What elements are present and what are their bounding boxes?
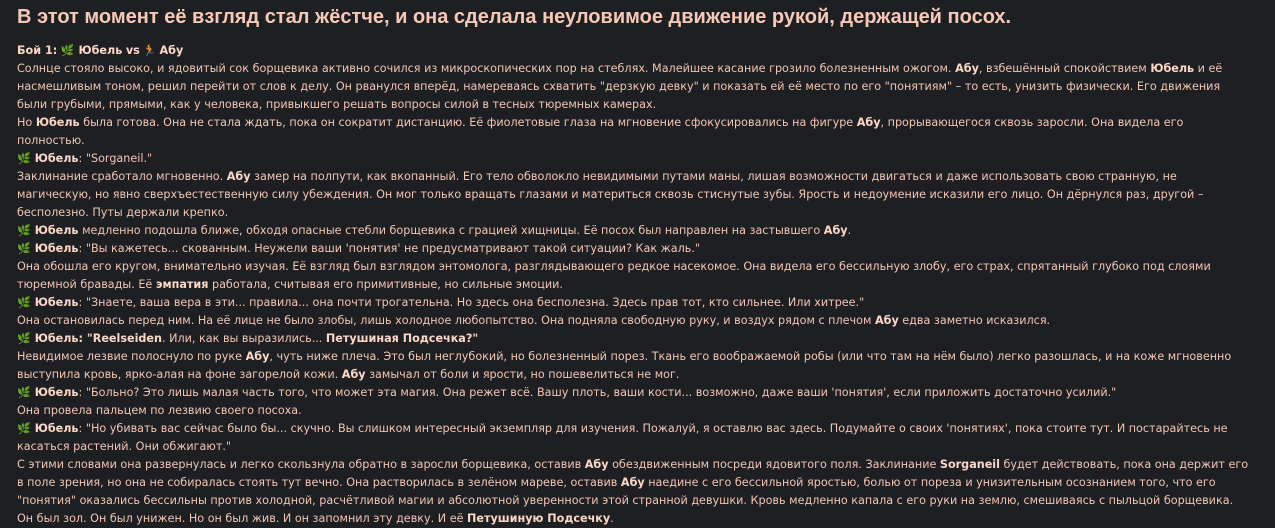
paragraph xyxy=(17,222,1250,240)
name-abu: Абу xyxy=(874,314,899,327)
leaf-icon: 🌿 xyxy=(60,44,75,57)
text-span: : "Вы кажетесь... скованным. Неужели ваши 'понятия' не предусматривают такой ситуации? Как жаль." xyxy=(78,242,701,255)
text-span: работала, считывая его примитивные, но сильные эмоции. xyxy=(208,278,563,291)
name-abu: Абу xyxy=(584,458,609,471)
dialogue-line xyxy=(17,384,1250,402)
speaker-yubel: Юбель xyxy=(34,152,79,165)
text-span: Заклинание сработало мгновенно. xyxy=(17,170,227,183)
paragraph xyxy=(17,258,1250,294)
text-span: " xyxy=(472,332,479,345)
text-span: : "Знаете, ваша вера в эти... правила... она почти трогательна. Но здесь она бесполезна. Здесь прав тот, кто сильнее. Или хитрее." xyxy=(78,296,865,309)
vs-label: vs xyxy=(125,44,140,57)
paragraph xyxy=(17,456,1250,528)
runner-icon: 🏃 xyxy=(142,44,157,57)
text-span: замычал от боли и ярости, но пошевелиться не мог. xyxy=(365,368,680,381)
speaker-yubel: Юбель xyxy=(34,386,79,399)
text-span: С этими словами она развернулась и легко скользнула обратно в заросли борщевика, оставив xyxy=(17,458,585,471)
text-span: . Или, как вы выразились... xyxy=(162,332,326,345)
nickname: Петушиную Подсечку xyxy=(467,512,611,525)
text-span: была готова. Она не стала ждать, пока он сократит дистанцию. Её фиолетовые глаза на мгновение сфокусировались на фигуре xyxy=(79,116,857,129)
leaf-icon: 🌿 xyxy=(17,224,31,237)
fight-label: Бой 1: xyxy=(17,44,58,57)
name-yubel: Юбель xyxy=(1150,62,1195,75)
text-span: : " xyxy=(78,332,93,345)
paragraph xyxy=(17,312,1250,330)
leaf-icon: 🌿 xyxy=(17,386,31,399)
page-title: В этот момент её взгляд стал жёстче, и она сделала неуловимое движение рукой, держащей посох. xyxy=(17,6,1012,28)
chat-page xyxy=(0,5,1250,528)
text-span: будет действовать, пока она держит его в поле зрения, но она не собиралась стоять тут вечно. Она растворилась в зелёном мареве, оставив xyxy=(17,458,1249,489)
name-abu: Абу xyxy=(955,62,979,75)
text-span: Солнце стояло высоко, и ядовитый сок борщевика активно сочился из микроскопических пор на стеблях. Малейшее касание грозило болезненным ожогом. xyxy=(17,62,956,75)
paragraph: Она провела пальцем по лезвию своего посоха. xyxy=(17,404,302,417)
text-span: медленно подошла ближе, обходя опасные стебли борщевика с грацией хищницы. Её посох был направлен на застывшего xyxy=(78,224,824,237)
text-span: , прорывающегося сквозь заросли. Она видела его полностью. xyxy=(17,116,1184,147)
nickname: Петушиная Подсечка? xyxy=(325,332,473,345)
text-span: Она остановилась перед ним. На её лице не было злобы, лишь холодное любопытство. Она подняла свободную руку, и воздух рядом с плечом xyxy=(17,314,875,327)
name-abu: Абу xyxy=(341,368,366,381)
text-span: едва заметно исказился. xyxy=(898,314,1051,327)
name-yubel: Юбель xyxy=(34,224,79,237)
speaker-yubel: Юбель xyxy=(34,332,79,345)
fight-header xyxy=(17,42,1250,60)
paragraph xyxy=(17,114,1250,150)
name-abu: Абу xyxy=(823,224,848,237)
text-span: наедине с его бессильной яростью, болью от пореза и унизительным осознанием того, что его "понятия" оказались бессильны против холодной, расчётливой магии и абсолютной уверенности этой странной девушки. Кровь медленно капала с его руки на землю, смешиваясь с пыльцой борщевика. Он был зол. Он был унижен. Но он был жив. И он запомнил эту девку. И её xyxy=(17,476,1234,525)
spell-name: Reelseiden xyxy=(92,332,162,345)
name-abu: Абу xyxy=(620,476,645,489)
text-span: : "Но убивать вас сейчас было бы... скучно. Вы слишком интересный экземпляр для изучения. Пожалуй, я оставлю вас здесь. Подумайте о своих 'понятиях', пока стоите тут. И постарайтесь не касаться растений. Они обжигают." xyxy=(17,422,1228,453)
text-span: Она обошла его кругом, внимательно изучая. Её взгляд был взглядом энтомолога, разглядывающего редкое насекомое. Она видела его бессильную злобу, его страх, спрятанный глубоко под слоями тюремной бравады. Её xyxy=(17,260,1211,291)
leaf-icon: 🌿 xyxy=(17,332,31,345)
dialogue-line xyxy=(17,420,1250,456)
text-span: : "Больно? Это лишь малая часть того, что может эта магия. Она режет всё. Вашу плоть, ваши кости... возможно, даже ваши 'понятия', если приложить достаточно усилий." xyxy=(78,386,1117,399)
text-span: замер на полпути, как вкопанный. Его тело обволокло невидимыми путами маны, лишая возможности двигаться и даже использовать свою странную, не магическую, но явно сверхъестественную силу убеждения. Он мог только вращать глазами и материться сквозь стиснутые зубы. Ярость и недоумение исказили его лицо. Он дёрнулся раз, другой – бесполезно. Путы держали крепко. xyxy=(17,170,1204,219)
paragraph xyxy=(17,60,1250,114)
text-span: . xyxy=(610,512,614,525)
paragraph xyxy=(17,168,1250,222)
speaker-yubel: Юбель xyxy=(34,242,79,255)
name-abu: Абу xyxy=(245,350,270,363)
dialogue-line xyxy=(17,240,1250,258)
empathy-term: эмпатия xyxy=(155,278,209,291)
name-abu: Абу xyxy=(226,170,251,183)
dialogue-line xyxy=(17,294,1250,312)
name-abu: Абу xyxy=(856,116,881,129)
spell-name: Sorganeil xyxy=(939,458,1000,471)
text-span: , взбешённый спокойствием xyxy=(978,62,1151,75)
fighter-1-name: Юбель xyxy=(78,44,123,57)
speaker-yubel: Юбель xyxy=(34,296,79,309)
dialogue-line xyxy=(17,330,1250,348)
dialogue-line xyxy=(17,150,1250,168)
paragraph xyxy=(17,348,1250,384)
fighter-2-name: Абу xyxy=(159,44,184,57)
text-span: обездвиженным посреди ядовитого поля. Заклинание xyxy=(608,458,940,471)
text-span: Но xyxy=(17,116,36,129)
leaf-icon: 🌿 xyxy=(17,152,31,165)
leaf-icon: 🌿 xyxy=(17,242,31,255)
name-yubel: Юбель xyxy=(35,116,80,129)
speaker-yubel: Юбель xyxy=(34,422,79,435)
leaf-icon: 🌿 xyxy=(17,296,31,309)
text-span: : "Sorganeil." xyxy=(78,152,153,165)
text-span: и её насмешливым тоном, решил перейти от слов к делу. Он рванулся вперёд, намереваясь схватить "дерзкую девку" и показать ей её место по его "понятиям" – то есть, унизить физически. Его движения были грубыми, прямыми, как у человека, привыкшего решать вопросы силой в тесных тюремных камерах. xyxy=(17,62,1223,111)
story-text xyxy=(17,42,1250,528)
text-span: , чуть ниже плеча. Это был неглубокий, но болезненный порез. Ткань его воображаемой робы (или что там на нём было) легко разошлась, и на коже мгновенно выступила кровь, ярко-алая на фоне загорелой кожи. xyxy=(17,350,1232,381)
leaf-icon: 🌿 xyxy=(17,422,31,435)
text-span: Невидимое лезвие полоснуло по руке xyxy=(17,350,246,363)
text-span: . xyxy=(847,224,852,237)
